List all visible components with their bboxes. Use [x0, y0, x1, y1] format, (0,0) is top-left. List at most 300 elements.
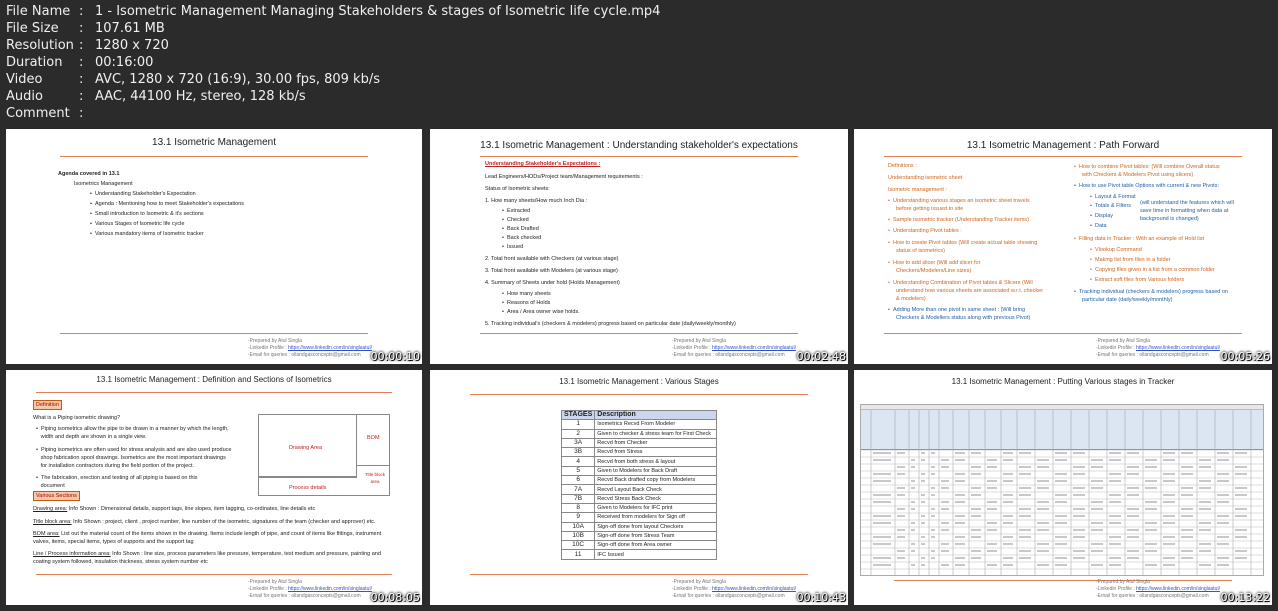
sheet-cell-mark [873, 501, 891, 503]
sheet-cell-mark [987, 508, 997, 510]
sheet-cell-mark [1055, 536, 1067, 538]
sheet-cell-mark [941, 522, 949, 524]
sheet-cell-mark [1109, 480, 1121, 482]
sheet-cell-mark [1127, 487, 1139, 489]
sheet-cell-mark [1217, 522, 1229, 524]
sheet-cell-mark [971, 466, 981, 468]
text-line: • Extract soft files from Various folders [1090, 277, 1185, 283]
title-block-label: Title block area [364, 472, 386, 484]
sheet-cell-mark [1217, 452, 1229, 454]
timestamp: 00:05:26 [1220, 350, 1270, 363]
text-line: • How to add slicer (Will add slicer for [888, 260, 981, 266]
sheet-cell-mark [1127, 550, 1139, 552]
text-line: • Copying files given in a list from a common folder [1090, 267, 1215, 273]
agenda-item: • Agenda : Mentioning how to meet Stakeholder's expectations [90, 201, 245, 207]
sheet-cell-mark [987, 501, 997, 503]
sheet-cell-mark [1163, 515, 1175, 517]
sheet-cell-mark [911, 501, 915, 503]
text-line: Isometric management : [888, 187, 947, 193]
sheet-cell-mark [1163, 480, 1175, 482]
sheet-cell-mark [1109, 515, 1121, 517]
divider [470, 574, 808, 575]
section-line: Title block area: Info Shown : project, client , project number, line number of the isometric, signatures of the team (checker and approver) etc. [33, 519, 376, 525]
thumbnail-1[interactable] [6, 129, 422, 364]
sheet-grid [861, 405, 1264, 576]
sheet-cell-mark [1163, 452, 1175, 454]
sheet-cell-mark [1037, 459, 1049, 461]
sheet-cell-mark [987, 522, 997, 524]
slide-title: 13.1 Isometric Management : Putting Various stages in Tracker [951, 377, 1175, 386]
divider [60, 333, 368, 334]
sheet-cell-mark [1019, 466, 1031, 468]
text-line: understand how various sheets are associated w.r.t. checker [896, 288, 1044, 294]
list-item: • Checked [502, 217, 529, 223]
table-header: STAGES Description [562, 411, 717, 420]
slide-footer: -Prepared by Atul Singla -Linkedin Profile : https://www.linkedin.com/in/singlaatul/ -Email for queries : oilandgasconcepts@gmail.com [248, 579, 372, 599]
sheet-cell-mark [921, 452, 925, 454]
agenda-item: • Various mandatory items of Isometric tracker [90, 231, 204, 237]
sheet-cell-mark [987, 550, 997, 552]
sheet-cell-mark [1055, 564, 1067, 566]
sheet-cell-mark [1109, 557, 1121, 559]
divider [480, 156, 798, 157]
sheet-cell-mark [971, 508, 981, 510]
sheet-cell-mark [1145, 543, 1157, 545]
sheet-cell-mark [1037, 550, 1049, 552]
sheet-cell-mark [1217, 515, 1229, 517]
sheet-cell-mark [897, 529, 905, 531]
sheet-cell-mark [955, 536, 965, 538]
sheet-cell-mark [1145, 522, 1157, 524]
thumbnail-5[interactable] [430, 370, 848, 605]
agenda-heading: Agenda covered in 13.1 [58, 171, 120, 177]
sheet-cell-mark [1145, 508, 1157, 510]
sheet-cell-mark [971, 557, 981, 559]
sheet-cell-mark [1003, 522, 1013, 524]
sheet-cell-mark [955, 564, 965, 566]
sheet-cell-mark [1163, 494, 1175, 496]
sheet-cell-mark [1091, 543, 1103, 545]
sheet-cell-mark [921, 522, 925, 524]
text-line: • Understanding various stages an isometric sheet travels [888, 198, 1030, 204]
slide-title: 13.1 Isometric Management : Definition and Sections of Isometrics [96, 375, 332, 384]
sheet-cell-mark [1019, 508, 1031, 510]
sheet-cell-mark [1199, 522, 1211, 524]
bom-label: BOM [367, 435, 380, 441]
sheet-cell-mark [1003, 564, 1013, 566]
list-item: 3. Total front available with Modelers (at various stage) [485, 268, 618, 274]
sheet-cell-mark [1091, 480, 1103, 482]
thumbnail-3[interactable] [854, 129, 1272, 364]
text-line: • Totals & Filters [1090, 203, 1132, 209]
slide-footer: -Prepared by Atul Singla -Linkedin Profile : https://www.linkedin.com/in/singlaatul/ -Email for queries : oilandgasconcepts@gmail.com [1096, 579, 1220, 599]
sheet-cell-mark [1145, 459, 1157, 461]
sheet-cell-mark [1073, 529, 1085, 531]
sheet-cell-mark [1037, 501, 1049, 503]
sheet-cell-mark [897, 557, 905, 559]
sheet-cell-mark [931, 473, 935, 475]
table-row: 10B Sign-off done from Stress Team [562, 531, 717, 540]
sheet-cell-mark [1145, 501, 1157, 503]
text-line: before getting issued to site [896, 206, 964, 212]
text-line: • How to use Pivot table Options with current & new Pivots: [1074, 183, 1219, 189]
list-item: 2. Total front available with Checkers (at various stage) [485, 256, 619, 262]
sheet-cell-mark [1037, 543, 1049, 545]
sheet-cell-mark [1003, 515, 1013, 517]
sheet-cell-mark [911, 480, 915, 482]
timestamp: 00:08:05 [370, 591, 420, 604]
text-line: with Checkers & Modelers Pivot using slicers) [1082, 172, 1194, 178]
sheet-cell-mark [987, 543, 997, 545]
sheet-cell-mark [1199, 466, 1211, 468]
sheet-cell-mark [897, 487, 905, 489]
sheet-cell-mark [1091, 550, 1103, 552]
sheet-cell-mark [1019, 515, 1031, 517]
timestamp: 00:13:22 [1220, 591, 1270, 604]
sheet-cell-mark [1235, 452, 1247, 454]
sheet-cell-mark [1003, 536, 1013, 538]
sheet-cell-mark [1109, 452, 1121, 454]
sheet-cell-mark [1003, 543, 1013, 545]
sheet-cell-mark [1037, 487, 1049, 489]
file-info-row: Duration : 00:16:00 [6, 55, 154, 70]
sheet-cell-mark [1055, 494, 1067, 496]
sheet-cell-mark [911, 543, 915, 545]
sheet-cell-mark [955, 459, 965, 461]
file-info-row: Resolution : 1280 x 720 [6, 38, 169, 53]
table-row: 9 Received from modelers for Sign off [562, 513, 717, 522]
sheet-cell-mark [1199, 543, 1211, 545]
stages-table [561, 410, 717, 560]
sheet-cell-mark [1163, 536, 1175, 538]
table-row: 6 Recvd Back drafted copy from Modelers [562, 476, 717, 485]
bullet: • Piping isometrics allow the pipe to be drawn in a manner by which the length, width and depth are shown in a single view. [36, 426, 229, 440]
sheet-cell-mark [1055, 480, 1067, 482]
agenda-item: • Small introduction to Isometric & it's sections [90, 211, 204, 217]
sheet-cell-mark [971, 529, 981, 531]
sheet-cell-mark [897, 515, 905, 517]
list-item: • Back checked [502, 235, 542, 241]
sheet-cell-mark [1109, 494, 1121, 496]
sheet-cell-mark [987, 480, 997, 482]
sheet-cell-mark [1235, 508, 1247, 510]
sheet-cell-mark [1217, 501, 1229, 503]
sheet-cell-mark [1003, 459, 1013, 461]
sheet-cell-mark [1109, 543, 1121, 545]
sections-tag: Various Sections [33, 491, 80, 501]
thumbnail-6[interactable] [854, 370, 1272, 605]
sheet-cell-mark [1073, 466, 1085, 468]
thumbnail-4[interactable] [6, 370, 422, 605]
sheet-cell-mark [1073, 557, 1085, 559]
sheet-cell-mark [1199, 564, 1211, 566]
sheet-cell-mark [921, 557, 925, 559]
text-line: Definitions : [888, 163, 917, 169]
list-item: 5. Tracking individual's (checkers & modelers) progress based on particular date (daily/weekly/monthly) [485, 321, 736, 327]
sheet-cell-mark [911, 487, 915, 489]
sheet-cell-mark [1127, 557, 1139, 559]
sheet-cell-mark [1181, 466, 1193, 468]
sheet-cell-mark [897, 494, 905, 496]
sheet-cell-mark [911, 564, 915, 566]
sheet-cell-mark [1073, 473, 1085, 475]
sheet-cell-mark [911, 459, 915, 461]
sheet-cell-mark [873, 494, 891, 496]
sheet-cell-mark [1217, 536, 1229, 538]
timestamp: 00:02:48 [796, 350, 846, 363]
sheet-cell-mark [931, 550, 935, 552]
table-row: 7A Recvd Layout Back Check [562, 485, 717, 494]
divider [470, 394, 808, 395]
sheet-cell-mark [1073, 515, 1085, 517]
sheet-cell-mark [1199, 529, 1211, 531]
sheet-cell-mark [1145, 529, 1157, 531]
slide-footer: -Prepared by Atul Singla -Linkedin Profile : https://www.linkedin.com/in/singlaatul/ -Email for queries : oilandgasconcepts@gmail.com [1096, 338, 1220, 358]
sheet-cell-mark [1091, 564, 1103, 566]
section-heading: Understanding Stakeholder's Expectations : [485, 161, 601, 167]
table-row: 5 Given to Modelers for Back Draft [562, 466, 717, 475]
sheet-cell-mark [1019, 473, 1031, 475]
timestamp: 00:10:43 [796, 591, 846, 604]
sheet-cell-mark [1163, 522, 1175, 524]
sheet-cell-mark [1199, 508, 1211, 510]
body-text: Lead Engineers/HODs/Project team/Management requirements : [485, 174, 643, 180]
sheet-cell-mark [941, 564, 949, 566]
text-line: • Vlookup Command [1090, 247, 1142, 253]
section-line: BOM area: List out the material count of the items shown in the drawing. Items include length of pipe, and count of items like fittings, instrument valves, items, special items, types of supports and the support tag [33, 531, 382, 545]
sheet-cell-mark [1091, 508, 1103, 510]
sheet-cell-mark [1127, 473, 1139, 475]
sheet-cell-mark [1181, 536, 1193, 538]
sheet-cell-mark [1163, 501, 1175, 503]
sheet-cell-mark [941, 550, 949, 552]
sheet-cell-mark [1019, 529, 1031, 531]
file-info-row: Comment : [6, 106, 84, 121]
sheet-cell-mark [971, 473, 981, 475]
sheet-cell-mark [1091, 487, 1103, 489]
sheet-cell-mark [1037, 522, 1049, 524]
sheet-cell-mark [1199, 459, 1211, 461]
divider [884, 156, 1242, 157]
sheet-cell-mark [987, 564, 997, 566]
agenda-item: • Various Stages of Isometric life cycle [90, 221, 185, 227]
sheet-cell-mark [1091, 501, 1103, 503]
sheet-cell-mark [955, 480, 965, 482]
sheet-cell-mark [955, 515, 965, 517]
sheet-cell-mark [1163, 473, 1175, 475]
list-item: • Reasons of Holds [502, 300, 551, 306]
sheet-cell-mark [1217, 564, 1229, 566]
sheet-cell-mark [971, 487, 981, 489]
sheet-cell-mark [1003, 494, 1013, 496]
slide-title: 13.1 Isometric Management [152, 137, 276, 148]
sheet-cell-mark [1145, 564, 1157, 566]
section-line: Drawing area: Info Shown : Dimensional details, support tags, line slopes, item tagging, co-ordinates, line details etc [33, 506, 316, 512]
sheet-cell-mark [1109, 522, 1121, 524]
sheet-cell-mark [911, 522, 915, 524]
sheet-cell-mark [1091, 466, 1103, 468]
sheet-cell-mark [1019, 536, 1031, 538]
sheet-cell-mark [1019, 487, 1031, 489]
sheet-cell-mark [1037, 529, 1049, 531]
sheet-cell-mark [1145, 487, 1157, 489]
sheet-cell-mark [941, 501, 949, 503]
sheet-cell-mark [1181, 494, 1193, 496]
sheet-cell-mark [1181, 487, 1193, 489]
table-row: 7B Recvd Stress Back Check [562, 494, 717, 503]
sheet-cell-mark [1181, 550, 1193, 552]
sheet-cell-mark [1235, 515, 1247, 517]
file-info [6, 3, 660, 122]
sheet-cell-mark [1019, 557, 1031, 559]
sheet-cell-mark [987, 529, 997, 531]
text-line: • Adding More than one pivot in same sheet : (Will bring [888, 307, 1026, 313]
sheet-cell-mark [955, 543, 965, 545]
sheet-cell-mark [1181, 508, 1193, 510]
sheet-cell-mark [873, 536, 891, 538]
sheet-cell-mark [1073, 508, 1085, 510]
isometric-sheet-diagram [258, 414, 390, 496]
divider [60, 156, 368, 157]
sheet-cell-mark [1019, 494, 1031, 496]
sheet-cell-mark [1235, 487, 1247, 489]
sheet-cell-mark [1037, 466, 1049, 468]
text-line: (will understand the features which will save time in formatting when data at background is changed) [1140, 200, 1234, 222]
sheet-cell-mark [1181, 473, 1193, 475]
sheet-cell-mark [1109, 473, 1121, 475]
sheet-cell-mark [1037, 508, 1049, 510]
table-row: 11 IFC Issued [562, 550, 717, 559]
sheet-cell-mark [911, 508, 915, 510]
sheet-cell-mark [931, 452, 935, 454]
sheet-cell-mark [921, 501, 925, 503]
sheet-cell-mark [921, 564, 925, 566]
slide-footer: -Prepared by Atul Singla -Linkedin Profile : https://www.linkedin.com/in/singlaatul/ -Email for queries : oilandgasconcepts@gmail.com [672, 579, 796, 599]
divider [884, 333, 1242, 334]
sheet-cell-mark [1055, 557, 1067, 559]
body-text: What is a Piping isometric drawing? [33, 415, 121, 421]
sheet-cell-mark [1073, 494, 1085, 496]
sheet-cell-mark [1055, 473, 1067, 475]
sheet-cell-mark [873, 557, 891, 559]
section-line: Line / Process information area: Info Shown : line size, process parameters like pressure, temperature, test medium and pressure, painting and coating system followed, insulation thickness, stress system number etc [33, 551, 381, 565]
file-info-row: File Name : 1 - Isometric Management Managing Stakeholders & stages of Isometric life cycle.mp4 [6, 4, 661, 19]
sheet-cell-mark [1235, 473, 1247, 475]
thumbnail-2[interactable] [430, 129, 848, 364]
sheet-cell-mark [873, 515, 891, 517]
sheet-cell-mark [1235, 494, 1247, 496]
text-line: • How to combine Pivot tables: (Will combine Overall status [1074, 164, 1220, 170]
sheet-cell-mark [1181, 515, 1193, 517]
sheet-cell-mark [1091, 529, 1103, 531]
text-line: • Making list from files in a folder [1090, 257, 1171, 263]
sheet-cell-mark [987, 466, 997, 468]
sheet-cell-mark [921, 515, 925, 517]
list-item: • Issued [502, 244, 524, 250]
slide-footer: -Prepared by Atul Singla -Linkedin Profile : https://www.linkedin.com/in/singlaatul/ -Email for queries : oilandgasconcepts@gmail.com [248, 338, 372, 358]
list-item: • Back Drafted [502, 226, 539, 232]
sheet-cell-mark [921, 536, 925, 538]
sheet-cell-mark [1055, 452, 1067, 454]
sheet-cell-mark [1145, 466, 1157, 468]
sheet-cell-mark [1109, 536, 1121, 538]
sheet-cell-mark [873, 473, 891, 475]
sheet-cell-mark [921, 543, 925, 545]
slide-title: 13.1 Isometric Management : Various Stages [559, 377, 719, 386]
sheet-cell-mark [1235, 550, 1247, 552]
sheet-cell-mark [1109, 564, 1121, 566]
sheet-cell-mark [897, 536, 905, 538]
sheet-cell-mark [987, 459, 997, 461]
sheet-cell-mark [955, 501, 965, 503]
sheet-cell-mark [971, 452, 981, 454]
sheet-cell-mark [921, 480, 925, 482]
sheet-cell-mark [955, 557, 965, 559]
sheet-cell-mark [941, 487, 949, 489]
table-row: 2 Given to checker & stress team for First Check [562, 429, 717, 438]
sheet-cell-mark [1181, 529, 1193, 531]
file-info-row: Audio : AAC, 44100 Hz, stereo, 128 kb/s [6, 89, 306, 104]
sheet-cell-mark [931, 536, 935, 538]
sheet-cell-mark [1091, 522, 1103, 524]
sheet-cell-mark [971, 536, 981, 538]
agenda-item: Isometrics Management [74, 181, 133, 187]
sheet-cell-mark [1127, 515, 1139, 517]
sheet-cell-mark [1055, 501, 1067, 503]
list-item: • Extracted [502, 208, 531, 214]
sheet-cell-mark [897, 452, 905, 454]
sheet-cell-mark [1055, 543, 1067, 545]
sheet-cell-mark [931, 529, 935, 531]
sheet-cell-mark [931, 466, 935, 468]
sheet-cell-mark [921, 494, 925, 496]
sheet-cell-mark [1127, 494, 1139, 496]
text-line: • Tracking individual (checkers & modelers) progress based on [1074, 289, 1228, 295]
sheet-cell-mark [1199, 487, 1211, 489]
sheet-cell-mark [897, 466, 905, 468]
text-line: • Understanding Pivot tables : [888, 228, 962, 234]
sheet-cell-mark [1163, 557, 1175, 559]
sheet-cell-mark [1003, 557, 1013, 559]
body-text: Status of Isometric sheets: [485, 186, 550, 192]
sheet-cell-mark [873, 543, 891, 545]
agenda-item: • Understanding Stakeholder's Expectation [90, 191, 196, 197]
list-item: • Area / Area owner wise holds. [502, 309, 580, 315]
table-row: 4 Recvd from both stress & layout [562, 457, 717, 466]
sheet-cell-mark [941, 480, 949, 482]
sheet-cell-mark [1127, 452, 1139, 454]
text-line: • Understanding Combination of Pivot tables & Slicers (Will [888, 280, 1033, 286]
sheet-cell-mark [1235, 529, 1247, 531]
sheet-cell-mark [1127, 529, 1139, 531]
slide-footer: -Prepared by Atul Singla -Linkedin Profile : https://www.linkedin.com/in/singlaatul/ -Email for queries : oilandgasconcepts@gmail.com [672, 338, 796, 358]
sheet-cell-mark [1055, 515, 1067, 517]
table-row: 3A Recvd from Checker [562, 438, 717, 447]
sheet-cell-mark [1127, 466, 1139, 468]
sheet-cell-mark [971, 515, 981, 517]
sheet-cell-mark [873, 522, 891, 524]
table-row: 3B Recvd from Stress [562, 448, 717, 457]
sheet-cell-mark [1037, 564, 1049, 566]
sheet-cell-mark [1073, 487, 1085, 489]
slide-title: 13.1 Isometric Management : Path Forward [966, 140, 1160, 151]
sheet-cell-mark [1217, 543, 1229, 545]
text-line: Understanding isometric sheet [888, 175, 963, 181]
sheet-cell-mark [1217, 557, 1229, 559]
slide-title: 13.1 Isometric Management : Understanding stakeholder's expectations [480, 140, 798, 151]
list-item: 1. How many sheets/How much Inch Dia : [485, 198, 588, 204]
table-row: 10C Sign-off done from Area owner [562, 541, 717, 550]
